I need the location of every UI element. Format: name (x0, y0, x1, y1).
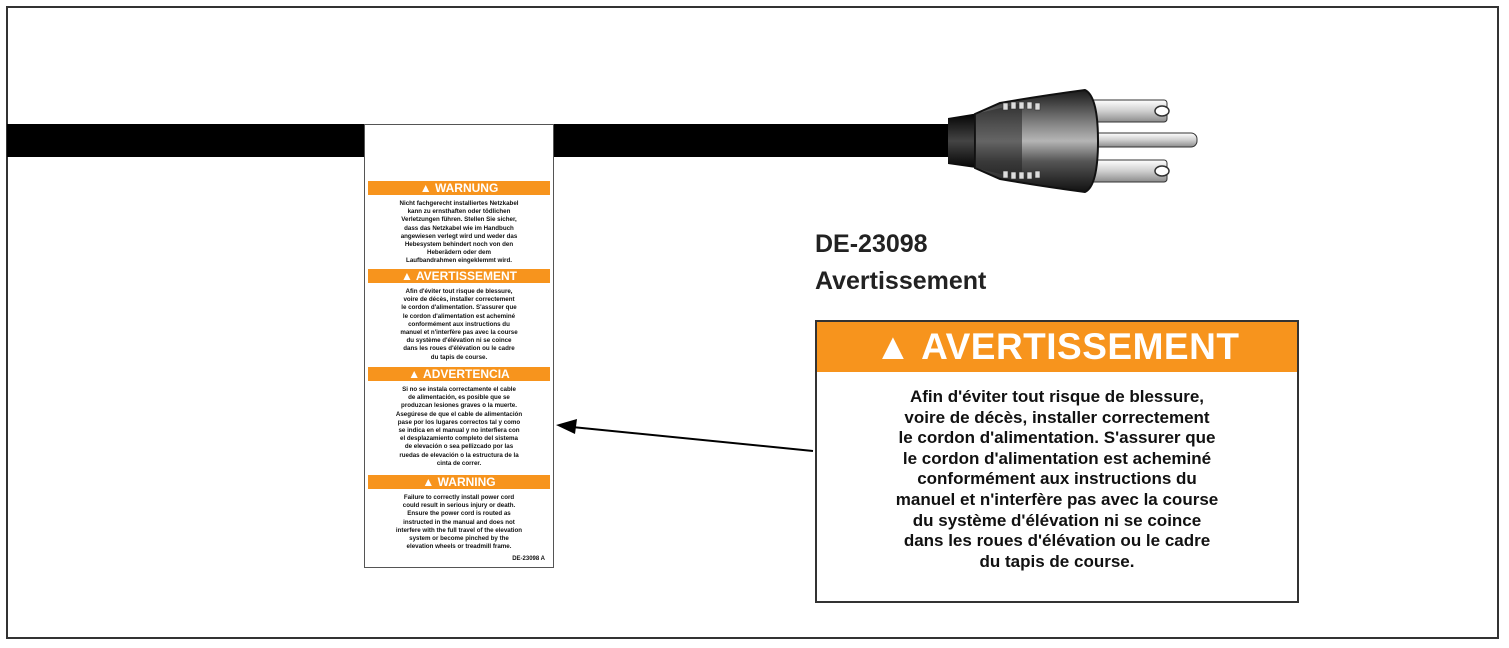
power-plug-icon (948, 90, 1197, 192)
decal-text-advertencia: Si no se instala correctamente el cable de alimentación, es posible que se produzcan lesiones graves o la muerte. Asegúrese de que el cable de alimentación pase por los lugares correctos tal y como se indica en el manual y no interfiera con el desplazamiento completo del sistema de elevación o sea pellizcado por las ruedas de elevación o la estructura de la cinta de correr. (395, 386, 523, 467)
warning-triangle-icon: ▲ (422, 475, 435, 489)
callout-text: Afin d'éviter tout risque de blessure, voire de décès, installer correctement le cordon d'alimentation. S'assurer que le cordon d'alimentation est acheminé conformément aux instructions du manuel et n'interfère pas avec la course du système d'élévation ni se coince dans les roues d'élévation ou le cadre du tapis de course. (895, 387, 1219, 571)
decal-part-number: DE-23098 A (512, 556, 545, 562)
decal-heading-avertissement: ▲ AVERTISSEMENT (368, 269, 550, 283)
warning-triangle-icon: ▲ (419, 181, 432, 195)
decal-text-avertissement: Afin d'éviter tout risque de blessure, voire de décès, installer correctement le cordon d'alimentation. S'assurer que le cordon d'alimentation est acheminé conformément aux instructions du manuel et n'interfère pas avec la course du système d'élévation ni se coince dans les roues d'élévation ou le cadre du tapis de course. (400, 288, 518, 361)
warning-triangle-icon: ▲ (401, 269, 413, 283)
warning-triangle-icon: ▲ (408, 367, 421, 381)
warning-decal (364, 124, 554, 568)
decal-heading-advertencia: ▲ ADVERTENCIA (368, 367, 550, 381)
page-title (815, 226, 986, 300)
decal-heading-warnung: ▲ WARNUNG (368, 181, 550, 195)
decal-heading-warning: ▲ WARNING (368, 475, 550, 489)
title-part-number: DE-23098 (815, 230, 928, 258)
enlarged-warning-callout (815, 320, 1299, 603)
warning-triangle-icon: ▲ (874, 326, 912, 367)
title-language: Avertissement (815, 267, 987, 295)
decal-text-warning: Failure to correctly install power cord could result in serious injury or death. Ensure the power cord is routed as instructed in the manual and does not interfere with the full travel of the elevation system or become pinched by the elevation wheels or treadmill frame. (395, 494, 523, 551)
callout-heading: ▲ AVERTISSEMENT (817, 322, 1297, 372)
decal-text-warnung: Nicht fachgerecht installiertes Netzkabel kann zu ernsthaften oder tödlichen Verletzungen führen. Stellen Sie sicher, dass das Netzkabel wie im Handbuch angewiesen verlegt wird und weder das Hebesystem behindert noch von den Heberädern oder dem Laufbandrahmen eingeklemmt wird. (399, 200, 519, 265)
arrow-icon (556, 419, 813, 451)
